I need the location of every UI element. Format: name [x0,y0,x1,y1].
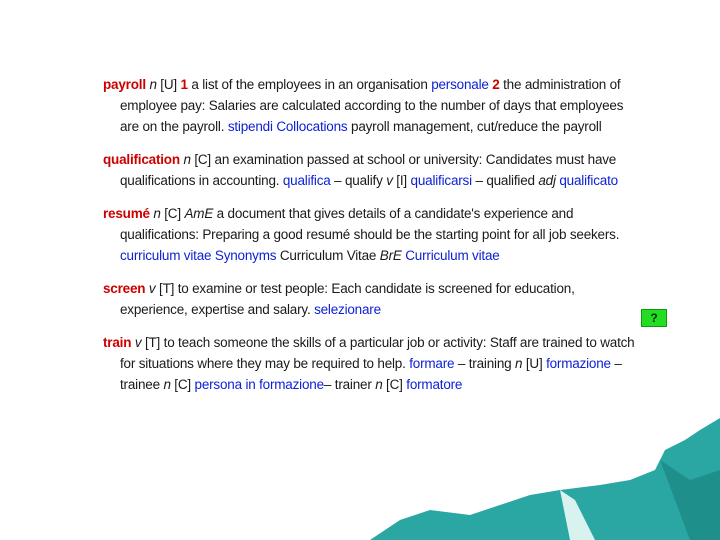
entry-text: [U] [522,356,547,371]
headword: payroll [103,77,146,92]
grammar-label: n [514,356,523,371]
entry-text: payroll management, cut/reduce the payroll [347,119,602,134]
entry-text: – trainer [323,377,376,392]
label-term: Synonyms [214,248,277,263]
entry-text: – qualified [471,173,539,188]
entry-text: Curriculum Vitae [276,248,380,263]
grammar-label: AmE [184,206,214,221]
grammar-label: n [163,377,171,392]
dictionary-entry [103,203,643,266]
italian-translation: qualifica [282,173,331,188]
entry-text: a list of the employees in an organisation [187,77,432,92]
entry-text: [T] to examine or test people: Each candidate is screened for education, experience, expertise and salary. [120,281,575,317]
entry-text: – qualify [330,173,387,188]
italian-translation: persona in formazione [194,377,324,392]
italian-translation: Curriculum vitae [405,248,500,263]
grammar-label: n [149,77,157,92]
grammar-label: n [375,377,383,392]
grammar-label: n [183,152,191,167]
entry-text: [C] [382,377,407,392]
sense-number: 2 [492,77,500,92]
entry-text: [C] an examination passed at school or university: Candidates must have qualifications in accounting. [120,152,617,188]
entry-text: – trainee [120,356,622,392]
grammar-label: BrE [379,248,402,263]
italian-translation: selezionare [314,302,381,317]
italian-translation: formatore [406,377,463,392]
entry-text: the administration of employee pay: Salaries are calculated according to the number of days that employees are on the payroll. [120,77,624,134]
grammar-label: v [148,281,156,296]
grammar-label: v [386,173,393,188]
sense-number: 1 [180,77,188,92]
italian-translation: qualificarsi [410,173,472,188]
entry-text: – training [454,356,515,371]
label-term: Collocations [276,119,348,134]
italian-translation: qualificato [559,173,618,188]
dictionary-entry [103,149,643,191]
headword: qualification [103,152,180,167]
help-icon: ? [650,311,658,325]
grammar-label: n [153,206,161,221]
dictionary-entry [103,278,643,320]
italian-translation: stipendi [227,119,273,134]
headword: train [103,335,132,350]
entry-text: [T] to teach someone the skills of a particular job or activity: Staff are trained to watch for situations where they may be required to help. [120,335,635,371]
grammar-label: adj [538,173,556,188]
dictionary-entries [103,74,643,407]
headword: resumé [103,206,150,221]
grammar-label: v [134,335,142,350]
dictionary-entry [103,74,643,137]
headword: screen [103,281,146,296]
entry-text: [U] [156,77,181,92]
italian-translation: formazione [546,356,611,371]
entry-text: [C] [160,206,185,221]
entry-text: [C] [170,377,195,392]
entry-text: a document that gives details of a candidate's experience and qualifications: Preparing a good resumé should be the starting point for all job seekers. [120,206,620,242]
help-button[interactable] [641,309,667,327]
italian-translation: formare [409,356,455,371]
italian-translation: personale [431,77,489,92]
dictionary-entry [103,332,643,395]
entry-text: [I] [392,173,411,188]
italian-translation: curriculum vitae [120,248,212,263]
